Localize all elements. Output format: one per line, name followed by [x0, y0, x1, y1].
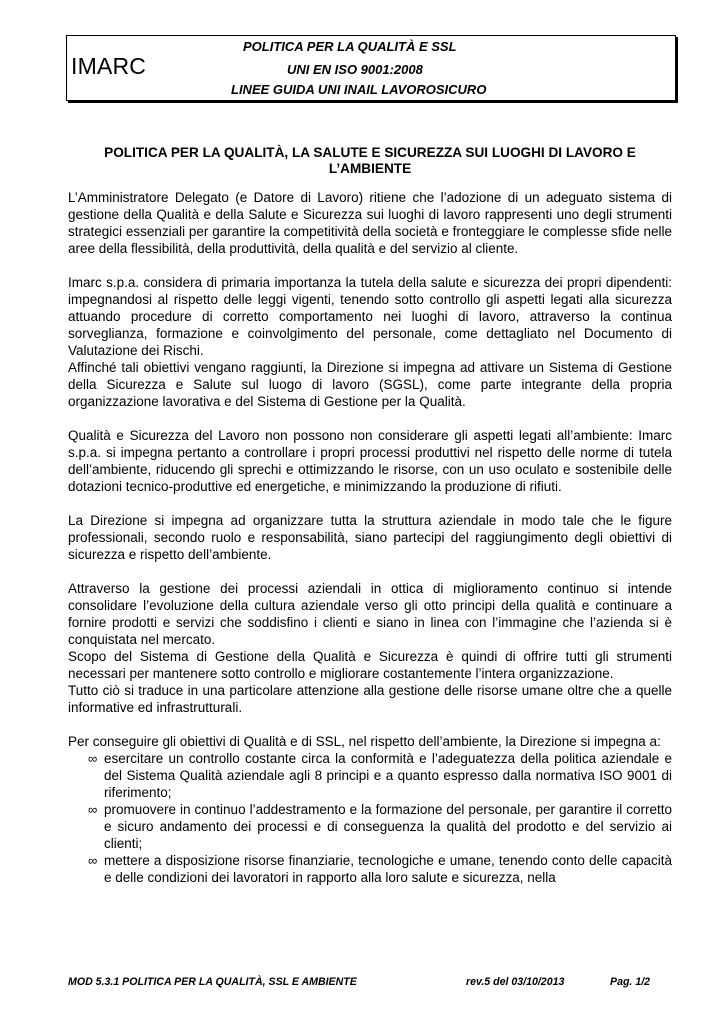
infinity-bullet-icon: ∞: [88, 802, 98, 817]
list-item: [68, 750, 672, 801]
header-policy-title: POLITICA PER LA QUALITÀ E SSL: [243, 39, 457, 54]
paragraph-scope: Scopo del Sistema di Gestione della Qualità e Sicurezza è quindi di offrire tutti gli strumenti necessari per mantenere sotto controllo e migliorare costantemente l’intera organizzazione.: [68, 649, 672, 681]
document-header: [66, 35, 676, 101]
list-item-text: esercitare un controllo costante circa la conformità e l’adeguatezza della politica aziendale e del Sistema Qualità aziendale agli 8 principi e a quanto espresso dalla normativa ISO 9001 di riferimento;: [104, 751, 672, 800]
paragraph-health-safety: Imarc s.p.a. considera di primaria importanza la tutela della salute e sicurezza dei propri dipendenti: impegnandosi al rispetto delle leggi vigenti, tenendo sotto controllo gli aspetti legati alla sicurezza attuando procedure di corretto comportamento nei luoghi di lavoro, attraverso la continua sorveglianza, formazione e coinvolgimento del personale, come dettagliato nel Documento di Valutazione dei Rischi.: [68, 275, 672, 358]
paragraph-sgsl: Affinché tali obiettivi vengano raggiunti, la Direzione si impegna ad attivare un Sistema di Gestione della Sicurezza e Salute sul luogo di lavoro (SGSL), come parte integrante della propria organizzazione lavorativa e del Sistema di Gestione per la Qualità.: [68, 360, 672, 409]
footer-page-number: Pag. 1/2: [610, 976, 651, 988]
paragraph-environment: Qualità e Sicurezza del Lavoro non possono non considerare gli aspetti legati all’ambiente: Imarc s.p.a. si impegna pertanto a controllare i propri processi produttivi nel rispetto delle norme di tutela dell’ambiente, riducendo gli sprechi e ottimizzando le risorse, con un uso oculato e sostenibile delle dotazioni tecnico-produttive ed energetiche, e minimizzando la produzione di rifiuti.: [68, 428, 672, 494]
footer-document-code: MOD 5.3.1 POLITICA PER LA QUALITÀ, SSL E AMBIENTE: [68, 976, 357, 988]
commitments-list: [68, 750, 672, 886]
document-body: [68, 145, 672, 886]
paragraph-commitments-intro: Per conseguire gli obiettivi di Qualità e di SSL, nel rispetto dell’ambiente, la Direzione si impegna a:: [68, 734, 661, 749]
list-item: [68, 801, 672, 852]
list-item: [68, 852, 672, 886]
paragraph-organization: La Direzione si impegna ad organizzare tutta la struttura aziendale in modo tale che le figure professionali, secondo ruolo e responsabilità, siano partecipi del raggiungimento degli obiettivi di sicurezza e rispetto dell’ambiente.: [68, 513, 672, 562]
infinity-bullet-icon: ∞: [88, 751, 98, 766]
company-logo-text: IMARC: [71, 53, 147, 79]
list-item-text: promuovere in continuo l’addestramento e la formazione del personale, per garantire il corretto e sicuro andamento dei processi e di conseguenza la qualità del prodotto e del servizio ai clienti;: [104, 802, 672, 851]
paragraph-continuous-improvement: Attraverso la gestione dei processi aziendali in ottica di miglioramento continuo si intende consolidare l’evoluzione della cultura aziendale verso gli otto principi della qualità e continuare a fornire prodotti e servizi che soddisfino i clienti e siano in linea con l’immagine che l’azienda si è conquistata nel mercato.: [68, 581, 672, 647]
paragraph-intro: L’Amministratore Delegato (e Datore di Lavoro) ritiene che l’adozione di un adeguato sistema di gestione della Qualità e della Salute e Sicurezza sui luoghi di lavoro rappresenti uno degli strumenti strategici essenziali per garantire la competitività della società e fronteggiare le complesse sfide nelle aree della flessibilità, della produttività, della qualità e del servizio al cliente.: [68, 190, 672, 256]
footer-revision: rev.5 del 03/10/2013: [466, 976, 565, 988]
paragraph-resources: Tutto ciò si traduce in una particolare attenzione alla gestione delle risorse umane oltre che a quelle informative ed infrastrutturali.: [68, 683, 672, 715]
infinity-bullet-icon: ∞: [88, 853, 98, 868]
header-guidelines: LINEE GUIDA UNI INAIL LAVOROSICURO: [231, 82, 487, 97]
document-title: POLITICA PER LA QUALITÀ, LA SALUTE E SICUREZZA SUI LUOGHI DI LAVORO E L’AMBIENTE: [104, 145, 636, 176]
list-item-text: mettere a disposizione risorse finanziarie, tecnologiche e umane, tenendo conto delle capacità e delle condizioni dei lavoratori in rapporto alla loro salute e sicurezza, nella: [104, 853, 672, 885]
header-standard: UNI EN ISO 9001:2008: [287, 62, 423, 77]
